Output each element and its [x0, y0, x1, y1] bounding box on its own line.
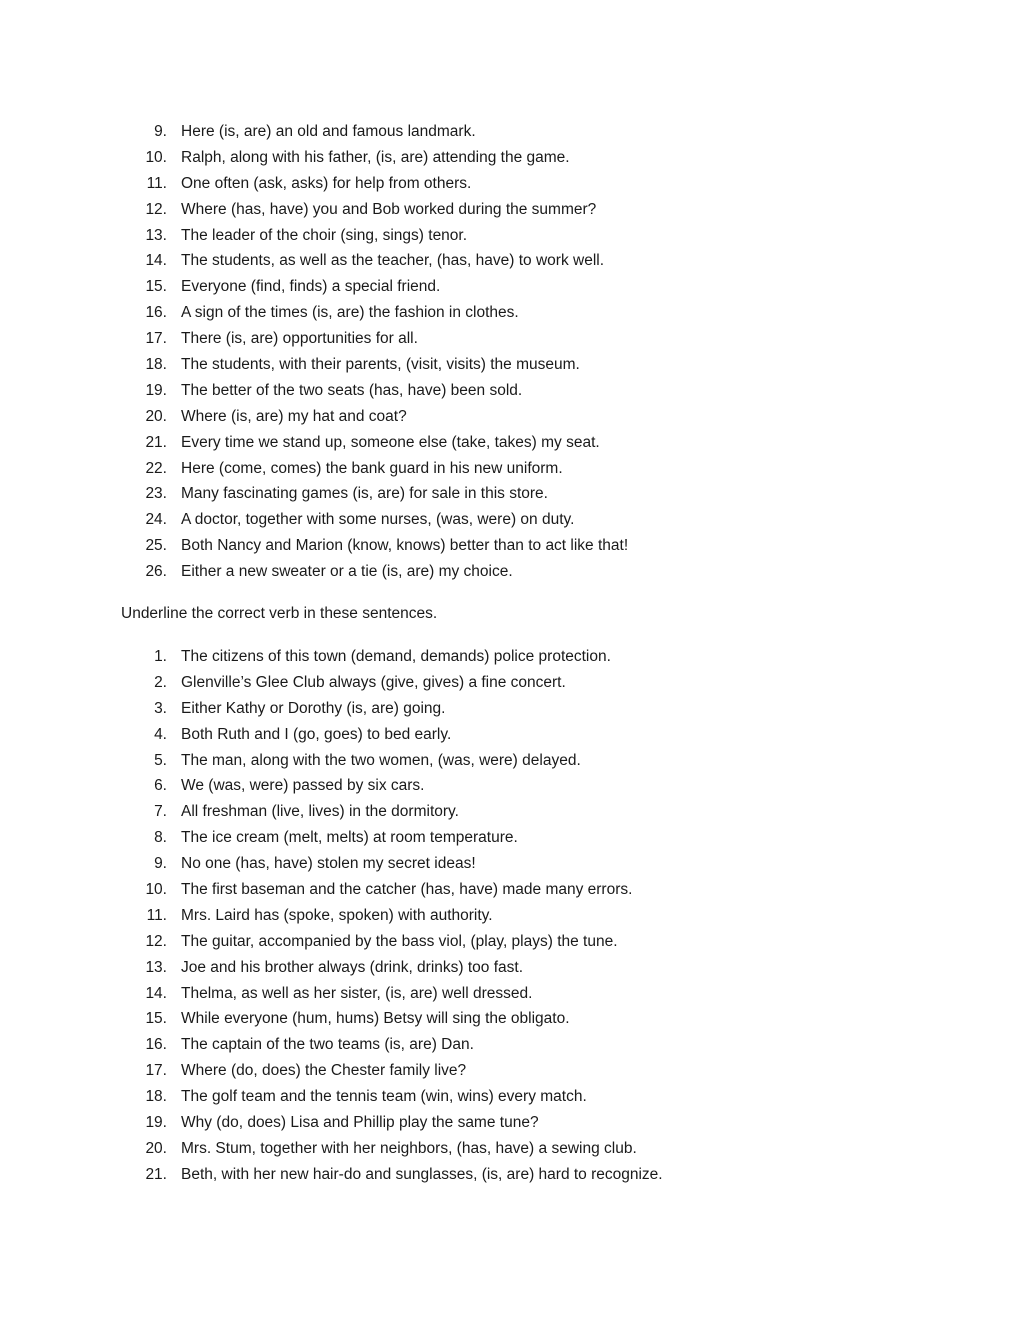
item-text: The citizens of this town (demand, demands) police protection. [181, 648, 611, 665]
item-text: Mrs. Stum, together with her neighbors, (has, have) a sewing club. [181, 1139, 637, 1157]
item-number: 10. [145, 148, 167, 166]
item-text: There (is, are) opportunities for all. [181, 330, 418, 348]
item-text: Where (has, have) you and Bob worked during the summer? [181, 200, 597, 218]
item-number: 1. [154, 648, 167, 665]
item-text: Thelma, as well as her sister, (is, are) well dressed. [181, 984, 533, 1002]
item-number: 13. [145, 958, 167, 976]
item-number: 3. [154, 699, 167, 717]
item-number: 21. [145, 1165, 167, 1183]
item-text: Every time we stand up, someone else (take, takes) my seat. [181, 433, 600, 451]
item-number: 26. [145, 563, 167, 581]
item-number: 13. [145, 226, 167, 244]
item-number: 11. [146, 174, 167, 192]
item-number: 14. [145, 984, 167, 1002]
item-number: 19. [145, 1114, 167, 1132]
item-text: The man, along with the two women, (was, were) delayed. [181, 751, 581, 769]
item-text: The ice cream (melt, melts) at room temperature. [181, 829, 518, 847]
item-text: The students, as well as the teacher, (has, have) to work well. [181, 252, 605, 270]
item-number: 8. [154, 829, 167, 847]
item-number: 23. [145, 485, 167, 503]
item-number: 18. [145, 1088, 167, 1106]
item-number: 9. [154, 123, 167, 140]
item-number: 20. [145, 1139, 167, 1157]
item-number: 7. [154, 803, 167, 821]
item-text: A doctor, together with some nurses, (was, were) on duty. [181, 511, 575, 529]
item-text: Why (do, does) Lisa and Phillip play the same tune? [181, 1114, 539, 1132]
item-text: No one (has, have) stolen my secret ideas! [181, 855, 476, 873]
item-text: Beth, with her new hair-do and sunglasses, (is, are) hard to recognize. [181, 1165, 663, 1183]
item-text: The golf team and the tennis team (win, wins) every match. [181, 1088, 587, 1106]
item-number: 6. [154, 777, 167, 795]
item-number: 4. [154, 725, 167, 743]
item-number: 16. [145, 1036, 167, 1054]
item-text: Here (is, are) an old and famous landmark. [181, 123, 476, 140]
item-number: 2. [154, 673, 167, 691]
item-text: Where (is, are) my hat and coat? [181, 407, 407, 425]
item-text: The captain of the two teams (is, are) Dan. [181, 1036, 474, 1054]
item-text: All freshman (live, lives) in the dormitory. [181, 803, 459, 821]
item-number: 12. [145, 200, 167, 218]
item-text: We (was, were) passed by six cars. [181, 777, 425, 795]
item-text: The better of the two seats (has, have) been sold. [181, 381, 523, 399]
item-text: Many fascinating games (is, are) for sale in this store. [181, 485, 548, 503]
item-number: 19. [145, 381, 167, 399]
item-number: 17. [145, 1062, 167, 1080]
item-number: 11. [146, 906, 167, 924]
item-number: 15. [145, 278, 167, 296]
item-text: Mrs. Laird has (spoke, spoken) with authority. [181, 906, 493, 924]
item-number: 20. [145, 407, 167, 425]
item-text: A sign of the times (is, are) the fashion in clothes. [181, 304, 519, 322]
item-number: 14. [145, 252, 167, 270]
item-text: Everyone (find, finds) a special friend. [181, 278, 441, 296]
item-text: The first baseman and the catcher (has, have) made many errors. [181, 881, 633, 899]
item-text: Both Ruth and I (go, goes) to bed early. [181, 725, 452, 743]
item-text: The leader of the choir (sing, sings) tenor. [181, 226, 468, 244]
item-number: 16. [145, 304, 167, 322]
item-text: Glenville’s Glee Club always (give, gives) a fine concert. [181, 673, 566, 691]
item-text: Both Nancy and Marion (know, knows) better than to act like that! [181, 537, 629, 555]
item-number: 10. [145, 881, 167, 899]
item-text: Either Kathy or Dorothy (is, are) going. [181, 699, 446, 717]
item-text: Ralph, along with his father, (is, are) attending the game. [181, 148, 570, 166]
item-text: Where (do, does) the Chester family live? [181, 1062, 467, 1080]
item-text: The guitar, accompanied by the bass viol, (play, plays) the tune. [181, 932, 618, 950]
instruction-text: Underline the correct verb in these sentences. [121, 605, 438, 622]
item-number: 15. [145, 1010, 167, 1028]
item-text: While everyone (hum, hums) Betsy will sing the obligato. [181, 1010, 570, 1028]
item-number: 24. [145, 511, 167, 529]
item-text: One often (ask, asks) for help from others. [181, 174, 472, 192]
item-number: 21. [145, 433, 167, 451]
item-number: 5. [154, 751, 167, 769]
item-text: Either a new sweater or a tie (is, are) my choice. [181, 563, 513, 581]
item-number: 18. [145, 356, 167, 374]
item-text: The students, with their parents, (visit, visits) the museum. [181, 356, 580, 374]
item-number: 25. [145, 537, 167, 555]
item-number: 12. [145, 932, 167, 950]
item-number: 9. [154, 855, 167, 873]
item-text: Joe and his brother always (drink, drinks) too fast. [181, 958, 524, 976]
item-text: Here (come, comes) the bank guard in his new uniform. [181, 459, 563, 477]
item-number: 17. [145, 330, 167, 348]
item-number: 22. [145, 459, 167, 477]
